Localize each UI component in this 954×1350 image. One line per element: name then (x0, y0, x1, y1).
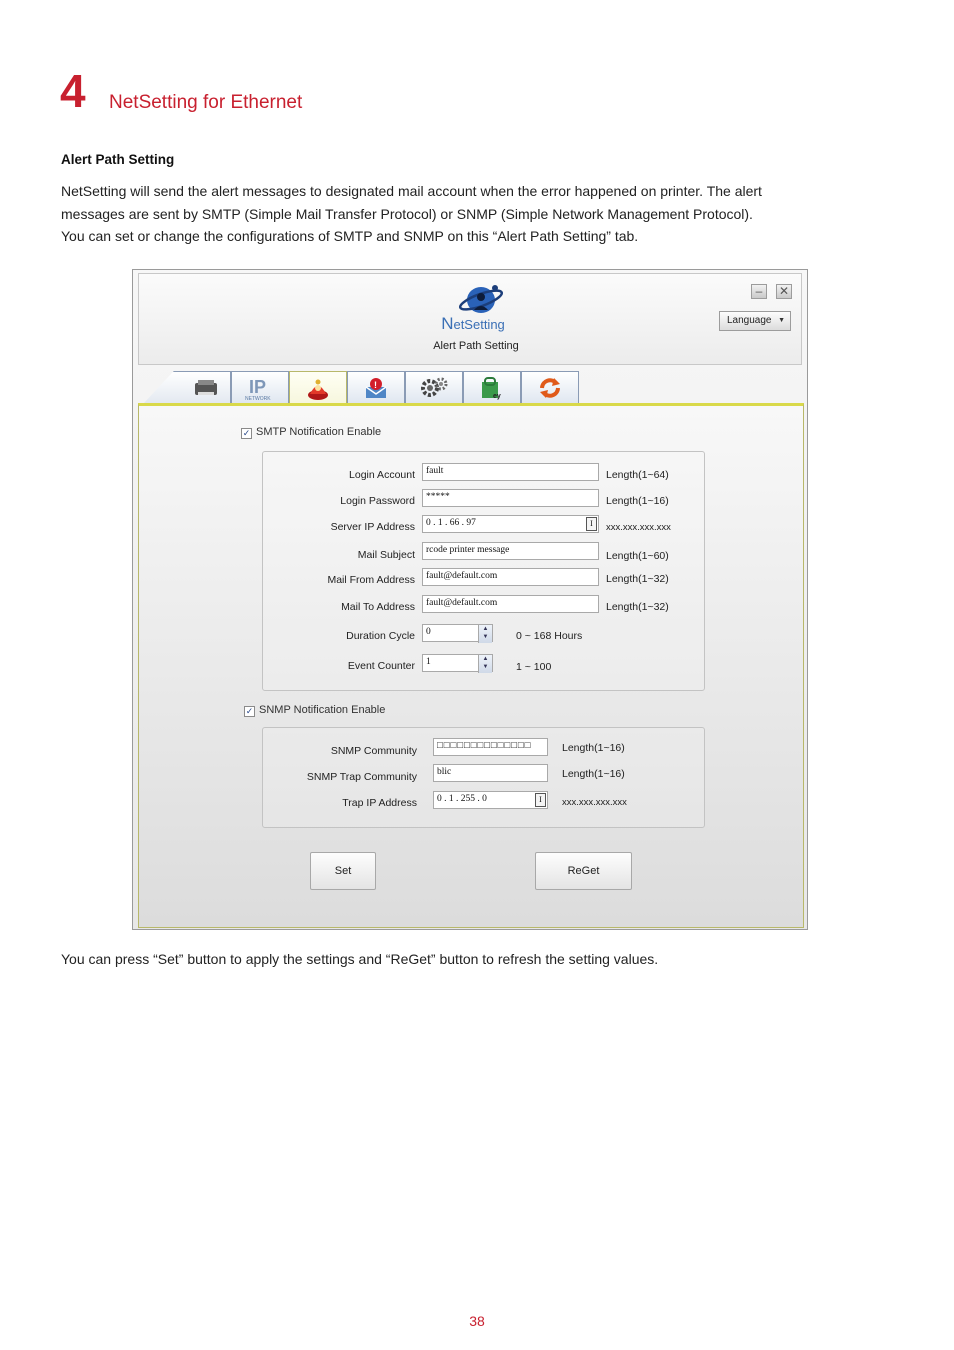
mail-from-hint: Length(1~32) (606, 573, 669, 585)
netsetting-logo-icon (457, 278, 505, 318)
mail-subject-input[interactable]: rcode printer message (422, 542, 599, 560)
mail-to-label: Mail To Address (341, 601, 415, 613)
server-ip-value: 0 . 1 . 66 . 97 (426, 518, 476, 528)
app-brand (139, 314, 803, 334)
event-counter-value: 1 (426, 657, 431, 667)
server-ip-hint: xxx.xxx.xxx.xxx (606, 522, 671, 533)
intro-line-3: You can set or change the configurations of SMTP and SNMP on this “Alert Path Setting” tab. (61, 228, 639, 244)
smtp-enable-checkbox[interactable] (241, 426, 381, 439)
chapter-title: NetSetting for Ethernet (109, 92, 303, 113)
language-dropdown[interactable] (719, 311, 791, 331)
brand-rest: etSetting (453, 317, 505, 332)
duration-cycle-value: 0 (426, 627, 431, 637)
gears-icon (420, 376, 448, 400)
alert-path-panel (138, 403, 804, 928)
reget-button[interactable]: ReGet (535, 852, 632, 890)
login-account-hint: Length(1~64) (606, 469, 669, 481)
chevron-down-icon: ▼ (778, 317, 785, 324)
key-icon (479, 376, 505, 400)
mail-subject-label: Mail Subject (357, 549, 415, 561)
duration-cycle-label: Duration Cycle (346, 630, 415, 642)
svg-text:!: ! (374, 380, 377, 390)
ip-picker-icon[interactable]: I (586, 517, 597, 531)
login-password-label: Login Password (340, 495, 415, 507)
ip-picker-icon[interactable]: I (535, 793, 546, 807)
mail-subject-hint: Length(1~60) (606, 550, 669, 562)
close-button[interactable]: ✕ (776, 284, 792, 299)
ip-network-icon (243, 374, 277, 402)
minimize-button[interactable]: – (751, 284, 767, 299)
event-counter-input[interactable] (422, 654, 493, 672)
tab-security[interactable] (463, 371, 521, 404)
checkbox-checked-icon: ✓ (242, 428, 251, 438)
app-subtitle: Alert Path Setting (433, 340, 519, 352)
snmp-trap-community-hint: Length(1~16) (562, 768, 625, 780)
login-password-hint: Length(1~16) (606, 495, 669, 507)
snmp-enable-checkbox[interactable] (244, 704, 385, 717)
spinner-arrows-icon[interactable]: ▲ ▼ (478, 625, 492, 643)
set-button[interactable]: Set (310, 852, 376, 890)
server-ip-input[interactable] (422, 515, 599, 533)
tab-printer[interactable] (143, 371, 231, 404)
mail-alert-icon (363, 376, 389, 400)
snmp-community-hint: Length(1~16) (562, 742, 625, 754)
intro-paragraph (61, 180, 901, 248)
refresh-icon (537, 376, 563, 400)
trap-ip-label: Trap IP Address (342, 797, 417, 809)
mail-to-input[interactable]: fault@default.com (422, 595, 599, 613)
snmp-community-label: SNMP Community (330, 745, 417, 757)
checkbox-checked-icon: ✓ (245, 706, 254, 716)
snmp-community-input[interactable]: □□□□□□□□□□□□□□ (433, 738, 548, 756)
snmp-enable-label: SNMP Notification Enable (259, 704, 386, 716)
mail-from-input[interactable]: fault@default.com (422, 568, 599, 586)
intro-line-1: NetSetting will send the alert messages to designated mail account when the error happened on printer. The alert (61, 183, 762, 199)
trap-ip-value: 0 . 1 . 255 . 0 (437, 794, 487, 804)
language-label: Language (727, 315, 772, 326)
tab-alert-path[interactable] (289, 371, 347, 406)
section-heading: Alert Path Setting (61, 152, 175, 167)
app-header (138, 273, 802, 365)
intro-line-2: messages are sent by SMTP (Simple Mail Transfer Protocol) or SNMP (Simple Network Management Protocol). (61, 205, 753, 222)
tab-alert-mail[interactable] (347, 371, 405, 404)
login-account-label: Login Account (349, 469, 415, 481)
outro-paragraph: You can press “Set” button to apply the settings and “ReGet” button to refresh the setting values. (61, 951, 659, 967)
login-password-input[interactable]: ***** (422, 489, 599, 507)
duration-cycle-input[interactable] (422, 624, 493, 642)
netsetting-window (132, 269, 808, 930)
mail-from-label: Mail From Address (327, 574, 415, 586)
snmp-trap-community-label: SNMP Trap Community (306, 771, 417, 783)
svg-text:IP: IP (249, 377, 267, 397)
svg-text:NETWORK: NETWORK (245, 396, 271, 402)
event-counter-hint: 1 ~ 100 (516, 661, 552, 673)
page-number: 38 (469, 1313, 485, 1329)
svg-text:ey: ey (493, 393, 501, 400)
login-account-input[interactable]: fault (422, 463, 599, 481)
trap-ip-input[interactable] (433, 791, 548, 809)
smtp-enable-label: SMTP Notification Enable (256, 426, 382, 438)
tab-refresh[interactable] (521, 371, 579, 404)
server-ip-label: Server IP Address (330, 521, 415, 533)
spinner-arrows-icon[interactable]: ▲ ▼ (478, 655, 492, 673)
mail-to-hint: Length(1~32) (606, 601, 669, 613)
chapter-number: 4 (60, 65, 86, 117)
alert-bell-icon (305, 376, 331, 402)
snmp-trap-community-input[interactable]: blic (433, 764, 548, 782)
trap-ip-hint: xxx.xxx.xxx.xxx (562, 797, 627, 808)
duration-cycle-hint: 0 ~ 168 Hours (516, 630, 583, 642)
printer-icon (193, 378, 219, 398)
brand-initial: N (441, 314, 454, 333)
event-counter-label: Event Counter (347, 660, 415, 672)
tab-configuration[interactable] (405, 371, 463, 404)
tab-ip-network[interactable] (231, 371, 289, 404)
